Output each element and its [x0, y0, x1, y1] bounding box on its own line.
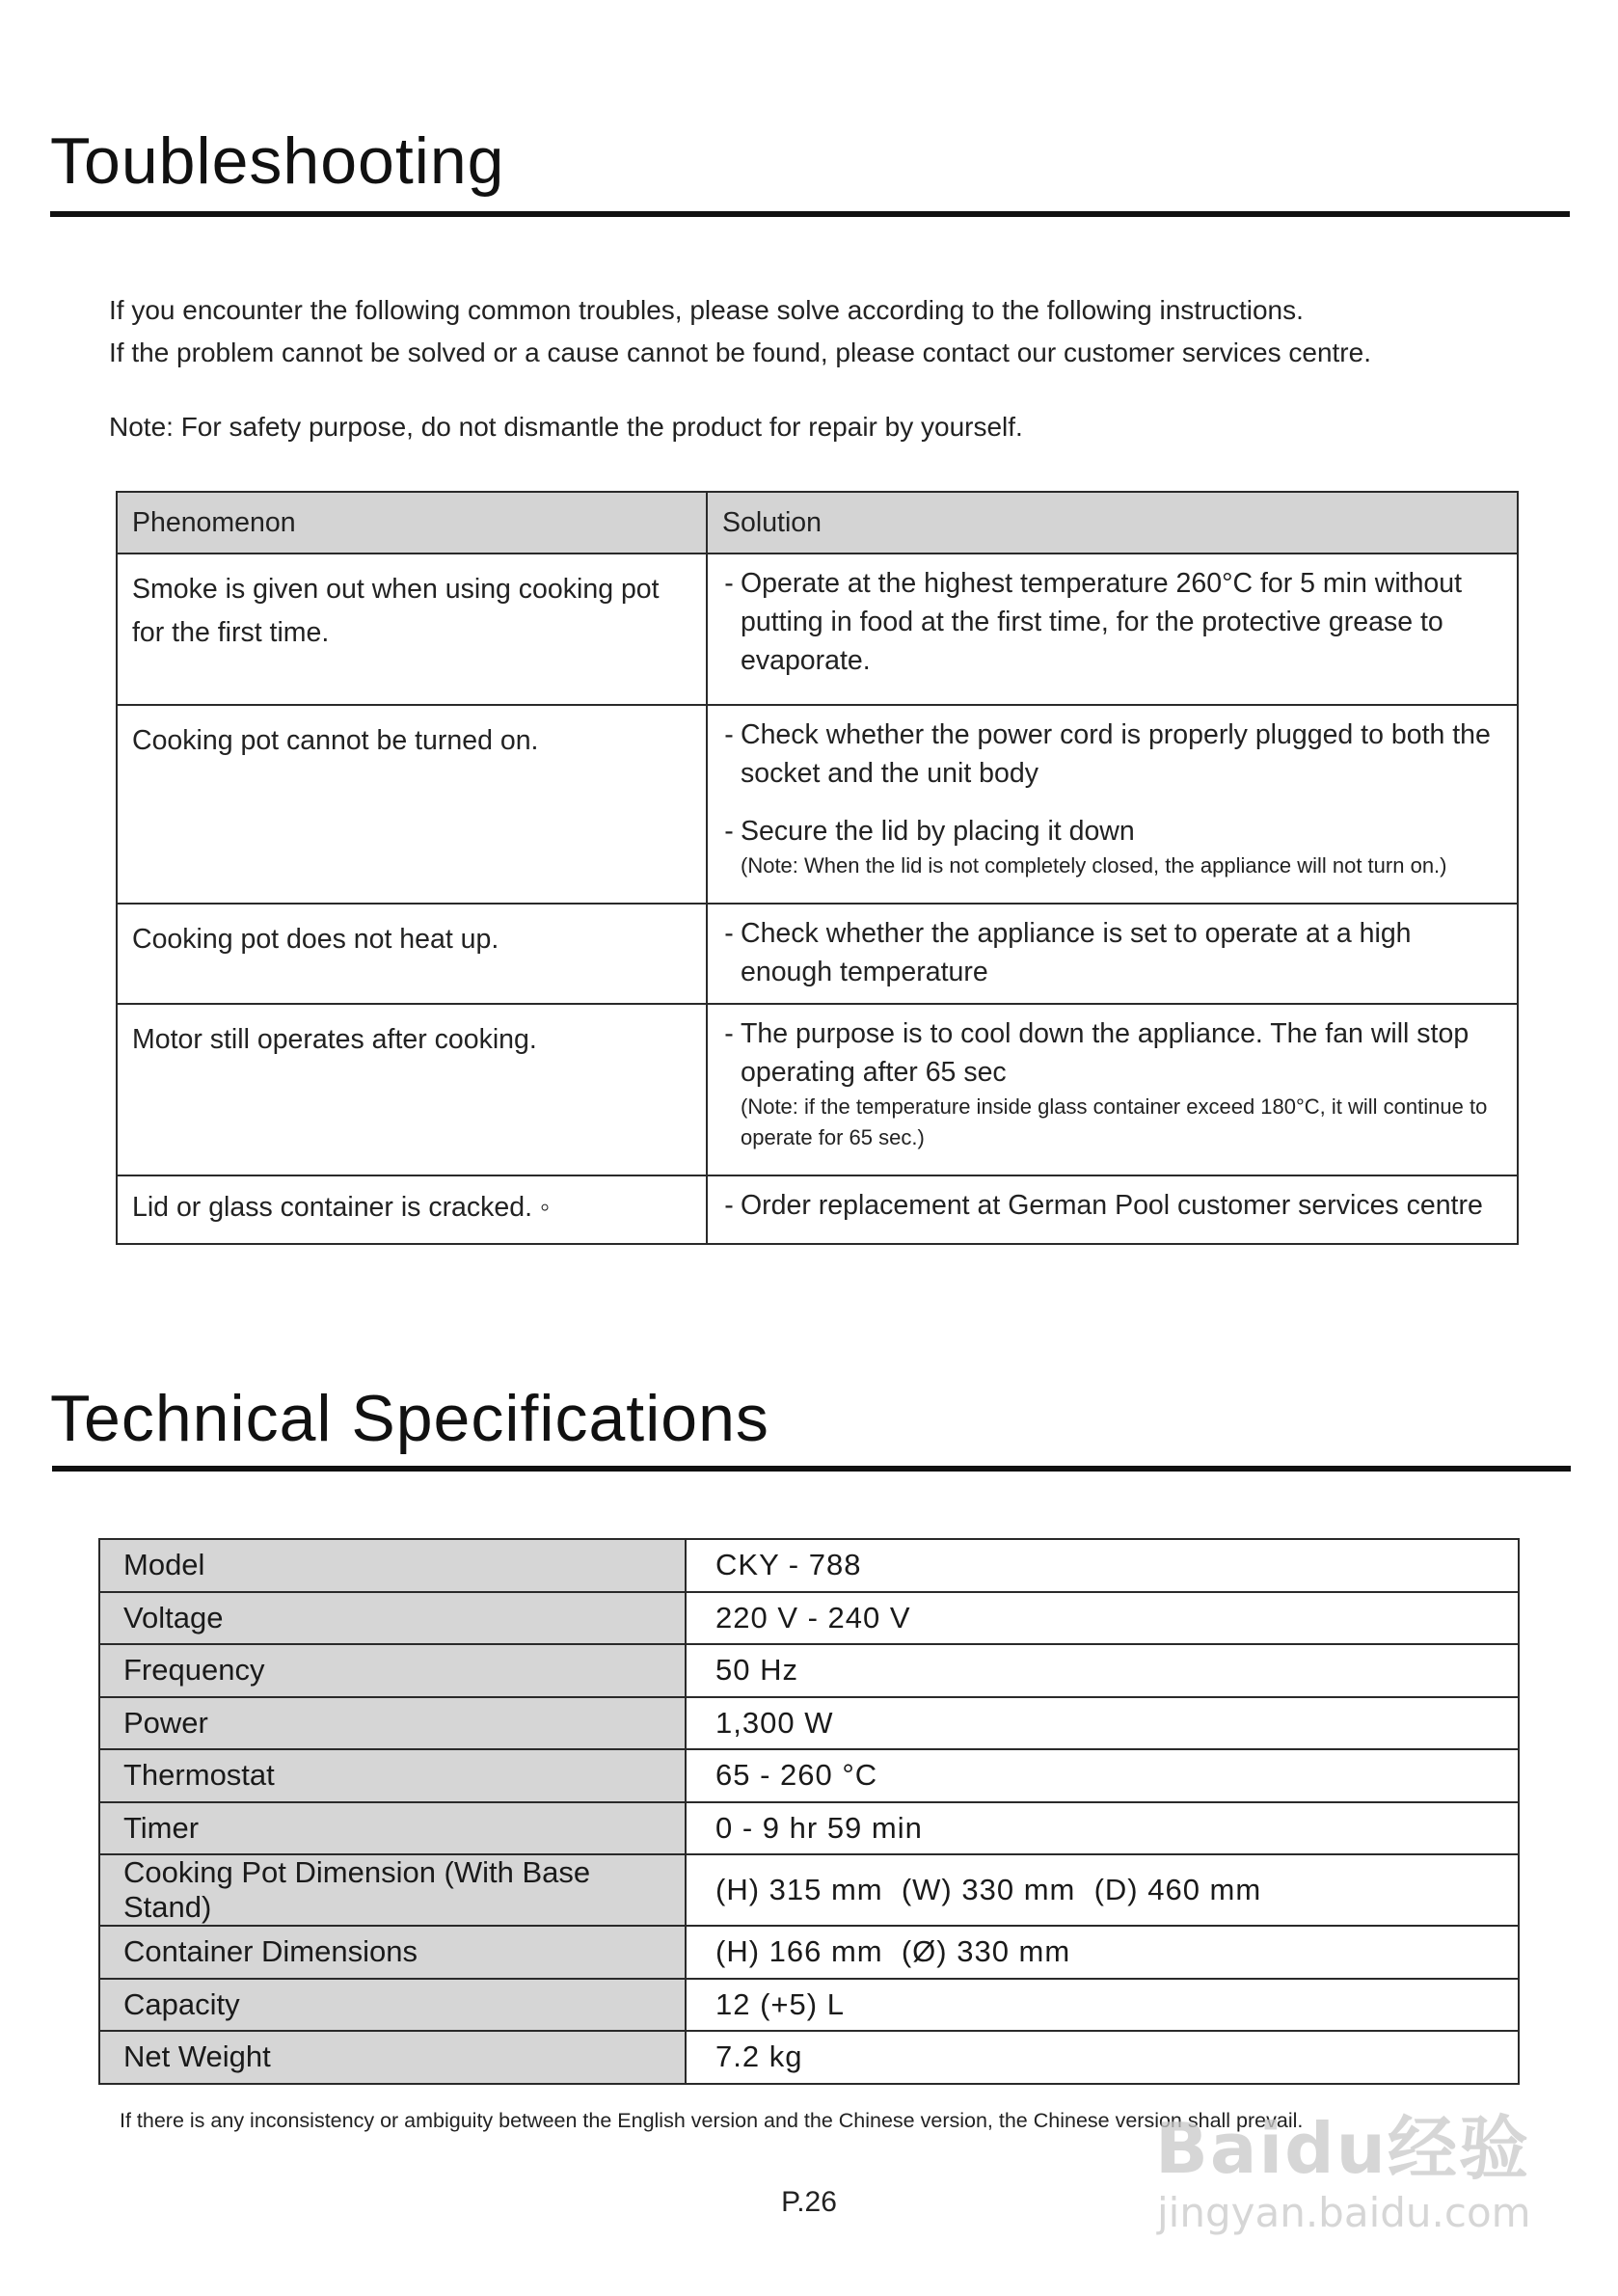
phenomenon-cell: Cooking pot does not heat up.	[117, 904, 707, 1004]
phenomenon-cell: Cooking pot cannot be turned on.	[117, 705, 707, 904]
spec-value: 12 (+5) L	[686, 1979, 1519, 2032]
header-phenomenon: Phenomenon	[117, 492, 707, 554]
spec-row	[99, 1697, 1519, 1750]
spec-row	[99, 1539, 1519, 1592]
spec-value: 220 V - 240 V	[686, 1592, 1519, 1645]
troubleshooting-table	[116, 491, 1519, 1245]
specifications-table	[98, 1538, 1520, 2085]
spec-label: Container Dimensions	[99, 1926, 686, 1979]
watermark-url: jingyan.baidu.com	[1157, 2189, 1531, 2236]
spec-value: (H) 315 mm (W) 330 mm (D) 460 mm	[686, 1854, 1519, 1926]
spec-label: Capacity	[99, 1979, 686, 2032]
solution-cell	[707, 904, 1518, 1004]
spec-label: Thermostat	[99, 1749, 686, 1802]
phenomenon-cell: Lid or glass container is cracked. ◦	[117, 1175, 707, 1244]
spec-value: 65 - 260 °C	[686, 1749, 1519, 1802]
intro-text	[109, 289, 1555, 374]
spec-label: Power	[99, 1697, 686, 1750]
solution-item: - Secure the lid by placing it down	[724, 816, 1135, 847]
troubleshooting-title: Toubleshooting	[50, 124, 505, 198]
table-row	[117, 554, 1518, 705]
table-row	[117, 1175, 1518, 1244]
spec-value: CKY - 788	[686, 1539, 1519, 1592]
solution-item: - Order replacement at German Pool customer services centre	[724, 1190, 1483, 1221]
title-rule	[50, 211, 1570, 217]
solution-item: - The purpose is to cool down the appliance. The fan will stop operating after 65 sec	[724, 1018, 1470, 1088]
spec-row	[99, 1802, 1519, 1855]
spec-value: 50 Hz	[686, 1644, 1519, 1697]
spec-label: Net Weight	[99, 2031, 686, 2084]
table-row	[117, 904, 1518, 1004]
solution-cell	[707, 1004, 1518, 1175]
intro-line-2: If the problem cannot be solved or a cause cannot be found, please contact our customer services centre.	[109, 338, 1371, 367]
spec-label: Frequency	[99, 1644, 686, 1697]
spec-row	[99, 1644, 1519, 1697]
table-header-row	[117, 492, 1518, 554]
spec-row	[99, 1926, 1519, 1979]
spec-row	[99, 1979, 1519, 2032]
watermark-brand: Baidu经验	[1155, 2108, 1530, 2189]
specifications-rule	[52, 1466, 1571, 1472]
intro-line-1: If you encounter the following common troubles, please solve according to the following instructions.	[109, 295, 1304, 325]
solution-item: - Check whether the appliance is set to operate at a high enough temperature	[724, 918, 1412, 987]
table-row	[117, 1004, 1518, 1175]
page-number: P.26	[781, 2186, 837, 2218]
solution-cell	[707, 1175, 1518, 1244]
safety-note: Note: For safety purpose, do not dismantle the product for repair by yourself.	[109, 412, 1023, 442]
spec-label: Voltage	[99, 1592, 686, 1645]
solution-note: (Note: When the lid is not completely closed, the appliance will not turn on.)	[741, 853, 1447, 878]
spec-row	[99, 2031, 1519, 2084]
spec-value: (H) 166 mm (Ø) 330 mm	[686, 1926, 1519, 1979]
spec-value: 7.2 kg	[686, 2031, 1519, 2084]
solution-cell	[707, 554, 1518, 705]
table-row	[117, 705, 1518, 904]
header-solution: Solution	[707, 492, 1518, 554]
solution-cell	[707, 705, 1518, 904]
phenomenon-cell: Motor still operates after cooking.	[117, 1004, 707, 1175]
phenomenon-cell: Smoke is given out when using cooking pot for the first time.	[117, 554, 707, 705]
solution-item: - Check whether the power cord is properly plugged to both the socket and the unit body	[724, 719, 1491, 789]
solution-note: (Note: if the temperature inside glass container exceed 180°C, it will continue to operate for 65 sec.)	[741, 1094, 1488, 1149]
specifications-title: Technical Specifications	[50, 1382, 769, 1455]
spec-value: 0 - 9 hr 59 min	[686, 1802, 1519, 1855]
spec-row	[99, 1592, 1519, 1645]
language-disclaimer: If there is any inconsistency or ambiguity between the English version and the Chinese version, the Chinese version shall prevail.	[120, 2109, 1304, 2132]
spec-value: 1,300 W	[686, 1697, 1519, 1750]
spec-row	[99, 1749, 1519, 1802]
spec-row	[99, 1854, 1519, 1926]
spec-label: Model	[99, 1539, 686, 1592]
spec-label: Cooking Pot Dimension (With Base Stand)	[99, 1854, 686, 1926]
spec-label: Timer	[99, 1802, 686, 1855]
solution-item: - Operate at the highest temperature 260°C for 5 min without putting in food at the first time, for the protective grease to evaporate.	[724, 568, 1463, 676]
